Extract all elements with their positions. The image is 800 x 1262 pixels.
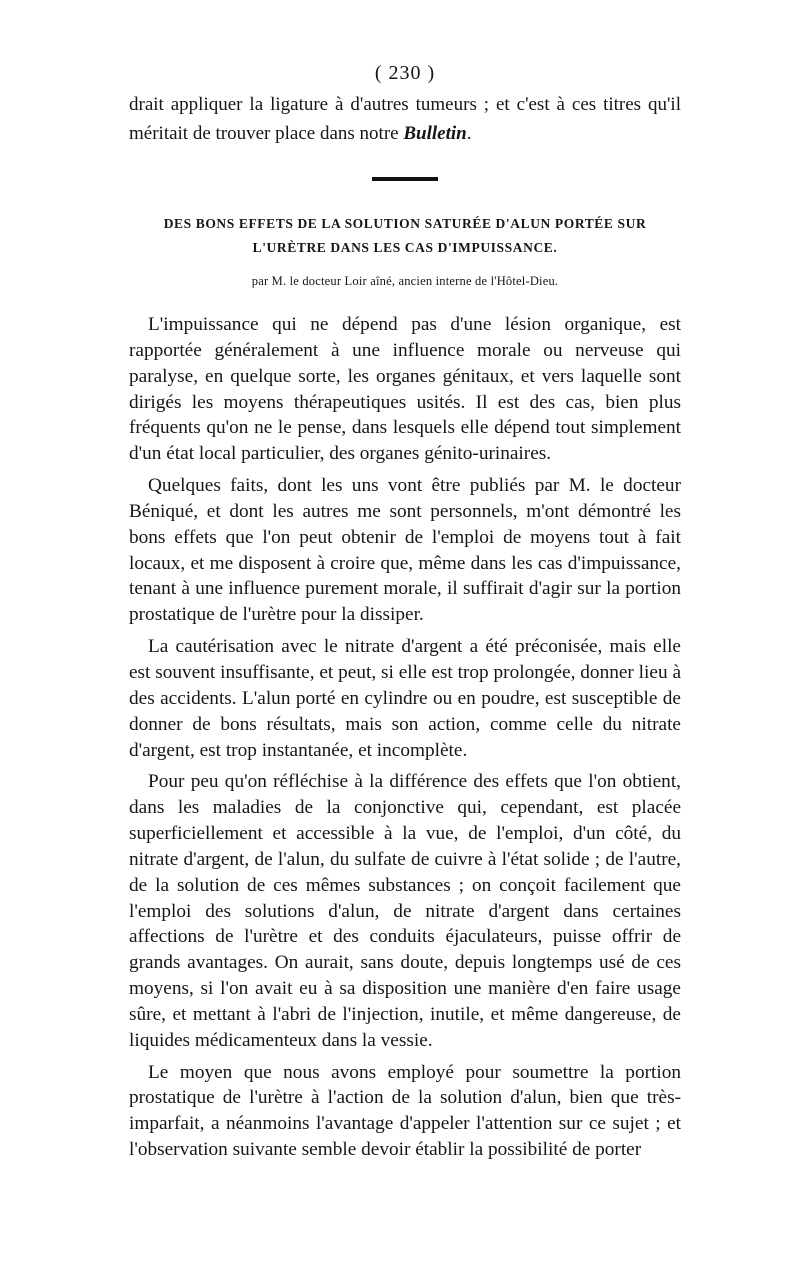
author-byline: par M. le docteur Loir aîné, ancien interne de l'Hôtel-Dieu.: [251, 274, 559, 288]
paragraph: Le moyen que nous avons employé pour soumettre la portion prostatique de l'urètre à l'action de la solution d'alun, bien que très-imparfait, a néanmoins l'avantage d'appeler l'attention sur ce sujet ; et l'observation suivante semble devoir établir la possibilité de porter: [129, 1061, 681, 1161]
carryover-text: [129, 90, 681, 148]
bulletin-title: Bulletin: [403, 123, 467, 144]
carryover-text-after: .: [466, 123, 472, 144]
article-heading: [129, 212, 681, 260]
page-number: ( 230 ): [374, 62, 436, 84]
heading-line-2: L'URÈTRE DANS LES CAS D'IMPUISSANCE.: [252, 240, 558, 255]
paragraph: Quelques faits, dont les uns vont être publiés par M. le docteur Béniqué, et dont les autres me sont personnels, m'ont démontré les bons effets que l'on peut obtenir de l'emploi de moyens tout à fait locaux, et me disposent à croire que, même dans les cas d'impuissance, tenant à une influence purement morale, il suffirait d'agir sur la portion prostatique de l'urètre pour la dissiper.: [129, 475, 681, 626]
carryover-paragraph: [129, 90, 681, 148]
paragraph: Pour peu qu'on réfléchise à la différence des effets que l'on obtient, dans les maladies de la conjonctive qui, cependant, est placée superficiellement et accessible à la vue, de l'emploi, d'un côté, du nitrate d'argent, de l'alun, du sulfate de cuivre à l'état solide ; de l'autre, de la solution de ces mêmes substances ; on conçoit facilement que l'emploi des solutions d'alun, de nitrate d'argent dans certaines affections de l'urètre et des conduits éjaculateurs, puisse offrir de grands avantages. On aurait, sans doute, depuis longtemps usé de ces moyens, si l'on avait eu à sa disposition une manière d'en faire usage sûre, et mettant à l'abri de l'injection, inutile, et même dangereuse, de liquides médicamenteux dans la vessie.: [129, 771, 681, 1051]
carryover-text-before: drait appliquer la ligature à d'autres tumeurs ; et c'est à ces titres qu'il méritait de trouver place dans notre: [129, 94, 681, 144]
paragraph: La cautérisation avec le nitrate d'argent a été préconisée, mais elle est souvent insuffisante, et peut, si elle est trop prolongée, donner lieu à des accidents. L'alun porté en cylindre ou en poudre, est susceptible de donner de bons résultats, mais son action, comme celle du nitrate d'argent, est trop instantanée, et incomplète.: [129, 636, 681, 761]
heading-line-1: DES BONS EFFETS DE LA SOLUTION SATURÉE D'ALUN PORTÉE SUR: [163, 216, 647, 231]
section-divider: [372, 177, 438, 181]
paragraph: L'impuissance qui ne dépend pas d'une lésion organique, est rapportée généralement à une influence morale ou nerveuse qui paralyse, en quelque sorte, les organes génitaux, et vers laquelle sont dirigés les moyens thérapeutiques usités. Il est des cas, bien plus fréquents qu'on ne le pense, dans lesquels elle dépend tout simplement d'un état local particulier, des organes génito-urinaires.: [129, 314, 681, 465]
article-body: [129, 312, 681, 1169]
